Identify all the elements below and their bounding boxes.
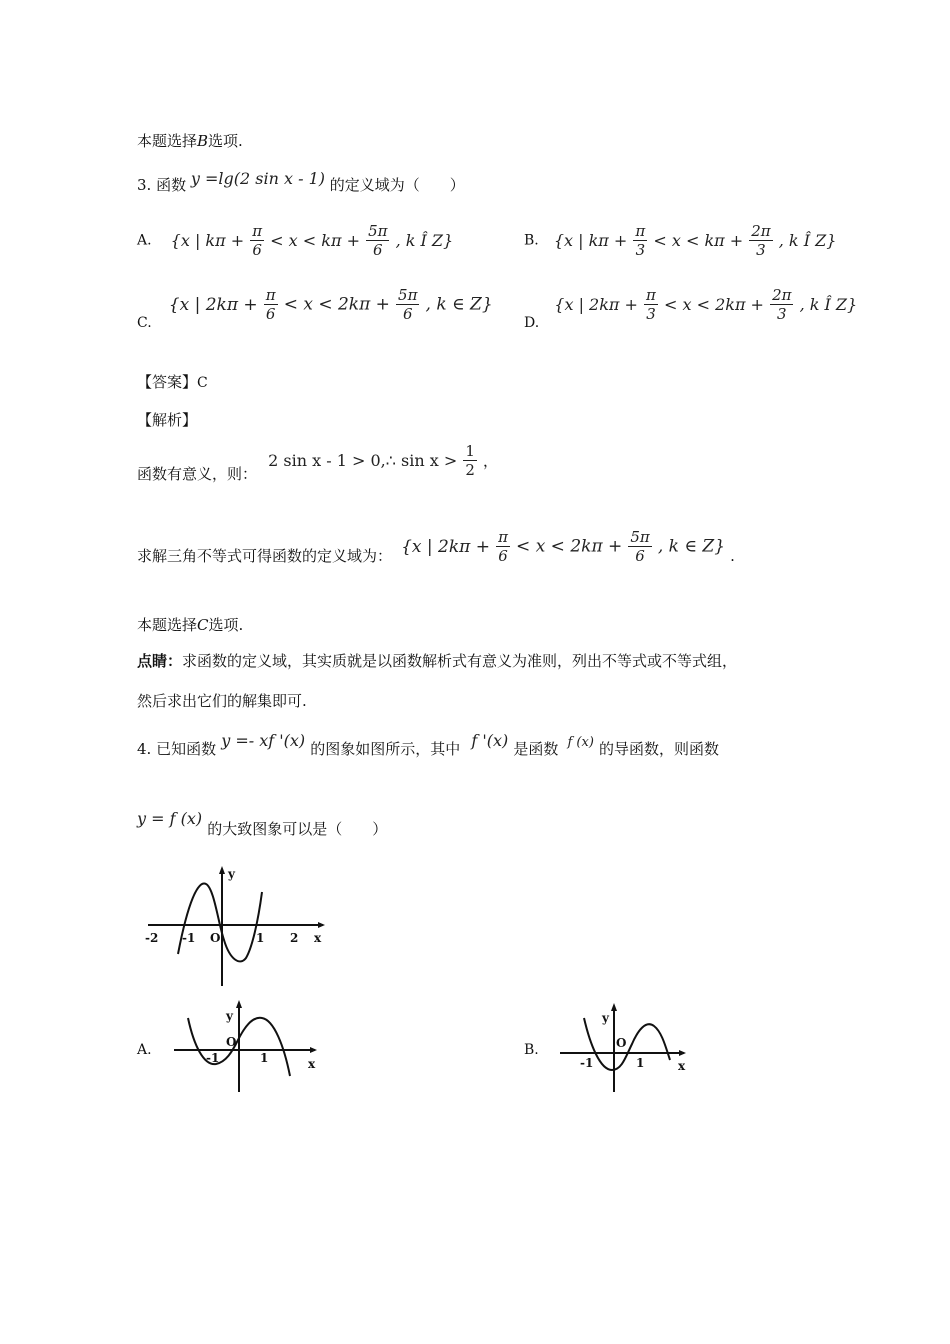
q4-formula-1: y =- xf '(x) xyxy=(221,731,306,750)
q3-formula: y =lg(2 sin x - 1) xyxy=(190,169,326,188)
graph-a xyxy=(170,996,325,1094)
answer: 【答案】C xyxy=(137,373,208,391)
curve-main xyxy=(178,884,265,962)
solution-line-1: 函数有意义，则： 2 sin x - 1 > 0,∴ sin x > $\frac{1}{2}$ ， xyxy=(137,442,498,483)
option-a[interactable]: A. {x | kπ + $\frac{\pi}{6}$ < x < kπ + $\frac{5\pi}{6}$ , k Î Z} xyxy=(137,222,454,259)
x-label: x xyxy=(308,1057,316,1071)
graph-main xyxy=(140,862,335,990)
y-axis-arrow xyxy=(236,1000,242,1008)
q4-formula-2: f '(x) xyxy=(471,731,509,750)
tick-origin: O xyxy=(616,1036,627,1050)
line-choose-c: 本题选择C选项. xyxy=(137,616,244,634)
q4-formula-4: y = f (x) xyxy=(137,809,203,828)
tick-neg1: -1 xyxy=(206,1051,220,1065)
tick-2: 2 xyxy=(290,931,299,945)
line-choose-b: 本题选择B选项. xyxy=(137,132,243,150)
x-axis-arrow xyxy=(310,1047,317,1053)
tick-1: 1 xyxy=(260,1051,269,1065)
tick-1: 1 xyxy=(256,931,265,945)
y-axis-arrow xyxy=(219,866,225,874)
tick-neg1: -1 xyxy=(580,1056,594,1070)
option-c[interactable]: C. {x | 2kπ + $\frac{\pi}{6}$ < x < 2kπ + $\frac{5\pi}{6}$ , k ∈ Z} xyxy=(137,286,493,331)
tick-origin: O xyxy=(210,931,221,945)
tick-neg1: -1 xyxy=(182,931,196,945)
tick-origin: O xyxy=(226,1035,237,1049)
question-4: 4. 已知函数 y =- xf '(x) 的图象如图所示，其中 f '(x) 是函数 f (x) 的导函数，则函数 xyxy=(137,731,720,758)
graph-a-label: A. xyxy=(137,1042,152,1058)
x-axis-arrow xyxy=(679,1050,686,1056)
point-line-1: 点睛：求函数的定义域，其实质就是以函数解析式有意义为准则，列出不等式或不等式组， xyxy=(137,652,738,670)
option-b[interactable]: B. {x | kπ + $\frac{\pi}{3}$ < x < kπ + $\frac{2\pi}{3}$ , k Î Z} xyxy=(524,222,837,259)
curve-b xyxy=(584,1018,670,1070)
q4-formula-3: f (x) xyxy=(567,735,594,750)
question-3: 3. 函数 y =lg(2 sin x - 1) 的定义域为（ ） xyxy=(137,169,465,194)
option-d[interactable]: D. {x | 2kπ + $\frac{\pi}{3}$ < x < 2kπ + $\frac{2\pi}{3}$ , k Î Z} xyxy=(524,286,858,331)
graph-b xyxy=(556,1000,696,1095)
point-line-2: 然后求出它们的解集即可. xyxy=(137,692,307,710)
x-axis-arrow xyxy=(318,922,325,928)
x-label: x xyxy=(314,931,322,945)
graph-b-label: B. xyxy=(524,1042,539,1058)
y-label: y xyxy=(228,867,235,881)
x-label: x xyxy=(678,1059,686,1073)
y-label: y xyxy=(226,1009,233,1023)
analysis-label: 【解析】 xyxy=(137,411,198,429)
tick-1: 1 xyxy=(636,1056,645,1070)
y-axis-arrow xyxy=(611,1003,617,1011)
solution-line-2: 求解三角不等式可得函数的定义域为： {x | 2kπ + $\frac{\pi}{6}$ < x < 2kπ + $\frac{5\pi}{6}$ , k ∈ Z} . xyxy=(137,528,735,565)
tick-neg2: -2 xyxy=(145,931,159,945)
y-label: y xyxy=(602,1011,609,1025)
question-4-line-2: y = f (x) 的大致图象可以是（ ） xyxy=(137,809,388,838)
